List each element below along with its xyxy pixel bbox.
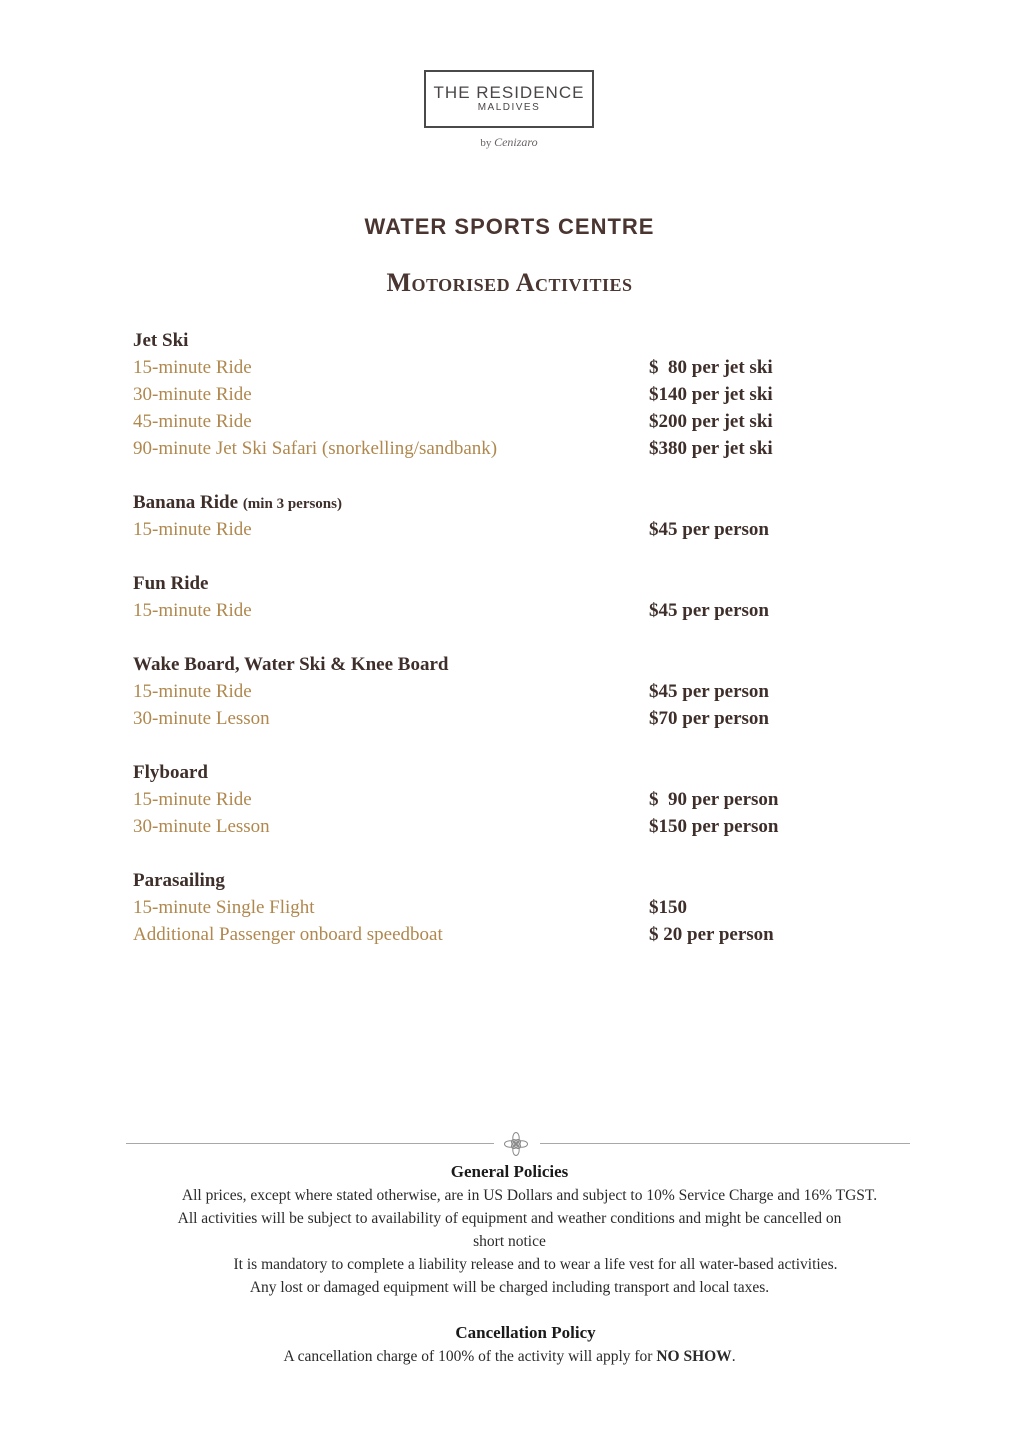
item-price: $70 per person	[649, 708, 769, 729]
section-heading	[133, 867, 893, 894]
menu-item	[133, 408, 893, 435]
item-price: $ 80 per jet ski	[649, 357, 773, 378]
policy-line: All prices, except where stated otherwise, are in US Dollars and subject to 10% Service Charge and 16% TGST.	[181, 1187, 878, 1204]
item-name: 30-minute Lesson	[133, 708, 270, 729]
menu-item	[133, 381, 893, 408]
menu-item	[133, 786, 893, 813]
item-price: $140 per jet ski	[649, 384, 773, 405]
item-price: $150 per person	[649, 816, 779, 837]
menu-item	[133, 354, 893, 381]
item-name: 30-minute Ride	[133, 384, 252, 405]
menu-item	[133, 813, 893, 840]
section-heading	[133, 759, 893, 786]
menu-item	[133, 597, 893, 624]
logo-box	[424, 70, 594, 128]
policy-line: All activities will be subject to availability of equipment and weather conditions and might be cancelled on	[177, 1210, 842, 1227]
logo-byline	[424, 135, 594, 150]
heading-label: Jet Ski	[133, 330, 189, 351]
divider-right	[540, 1143, 910, 1144]
section-fun-ride	[133, 570, 893, 624]
item-name: Additional Passenger onboard speedboat	[133, 924, 443, 945]
item-name: 45-minute Ride	[133, 411, 252, 432]
section-jet-ski	[133, 327, 893, 462]
section-heading	[133, 327, 893, 354]
activities-menu	[133, 327, 893, 975]
menu-item	[133, 516, 893, 543]
general-policies-heading: General Policies	[450, 1162, 569, 1181]
cancellation-end: .	[731, 1348, 736, 1365]
cancellation-policy-heading: Cancellation Policy	[455, 1323, 596, 1342]
policy-line: Any lost or damaged equipment will be charged including transport and local taxes.	[249, 1279, 770, 1296]
heading-label: Wake Board, Water Ski & Knee Board	[133, 654, 449, 675]
policy-line: short notice	[473, 1233, 546, 1250]
page-subtitle: Motorised Activities	[386, 268, 633, 297]
section-heading	[133, 570, 893, 597]
cancellation-emphasis: NO SHOW	[656, 1348, 732, 1365]
policy-line: It is mandatory to complete a liability release and to wear a life vest for all water-based activities.	[233, 1256, 838, 1273]
cancellation-text: A cancellation charge of 100% of the activity will apply for	[283, 1348, 653, 1365]
section-parasailing	[133, 867, 893, 948]
section-heading	[133, 489, 893, 516]
menu-item	[133, 921, 893, 948]
item-price: $45 per person	[649, 681, 769, 702]
item-price: $200 per jet ski	[649, 411, 773, 432]
logo-brand: Cenizaro	[494, 135, 538, 149]
item-price: $45 per person	[649, 600, 769, 621]
item-price: $150	[649, 897, 687, 918]
item-name: 30-minute Lesson	[133, 816, 270, 837]
section-wake-board	[133, 651, 893, 732]
item-name: 15-minute Ride	[133, 681, 252, 702]
item-name: 15-minute Ride	[133, 519, 252, 540]
lotus-flower-icon	[503, 1131, 529, 1157]
item-price: $ 90 per person	[649, 789, 779, 810]
section-heading	[133, 651, 893, 678]
item-name: 15-minute Single Flight	[133, 897, 315, 918]
item-price: $380 per jet ski	[649, 438, 773, 459]
section-flyboard	[133, 759, 893, 840]
item-name: 90-minute Jet Ski Safari (snorkelling/sandbank)	[133, 438, 498, 459]
heading-label: Flyboard	[133, 762, 208, 783]
heading-label: Banana Ride	[133, 492, 239, 513]
item-price: $45 per person	[649, 519, 769, 540]
item-name: 15-minute Ride	[133, 357, 252, 378]
heading-note: (min 3 persons)	[242, 496, 342, 512]
item-price: $ 20 per person	[649, 924, 774, 945]
divider-left	[126, 1143, 494, 1144]
section-banana-ride	[133, 489, 893, 543]
heading-label: Fun Ride	[133, 573, 209, 594]
item-name: 15-minute Ride	[133, 600, 252, 621]
menu-item	[133, 678, 893, 705]
menu-item	[133, 705, 893, 732]
menu-item	[133, 894, 893, 921]
menu-item	[133, 435, 893, 462]
logo-subtitle: MALDIVES	[477, 102, 541, 113]
policies	[0, 1160, 1019, 1368]
logo-by-text: by	[480, 137, 492, 149]
item-name: 15-minute Ride	[133, 789, 252, 810]
logo-title: THE RESIDENCE	[433, 83, 585, 102]
page-title: WATER SPORTS CENTRE	[364, 214, 655, 239]
cancellation-line	[0, 1345, 1019, 1368]
heading-label: Parasailing	[133, 870, 225, 891]
